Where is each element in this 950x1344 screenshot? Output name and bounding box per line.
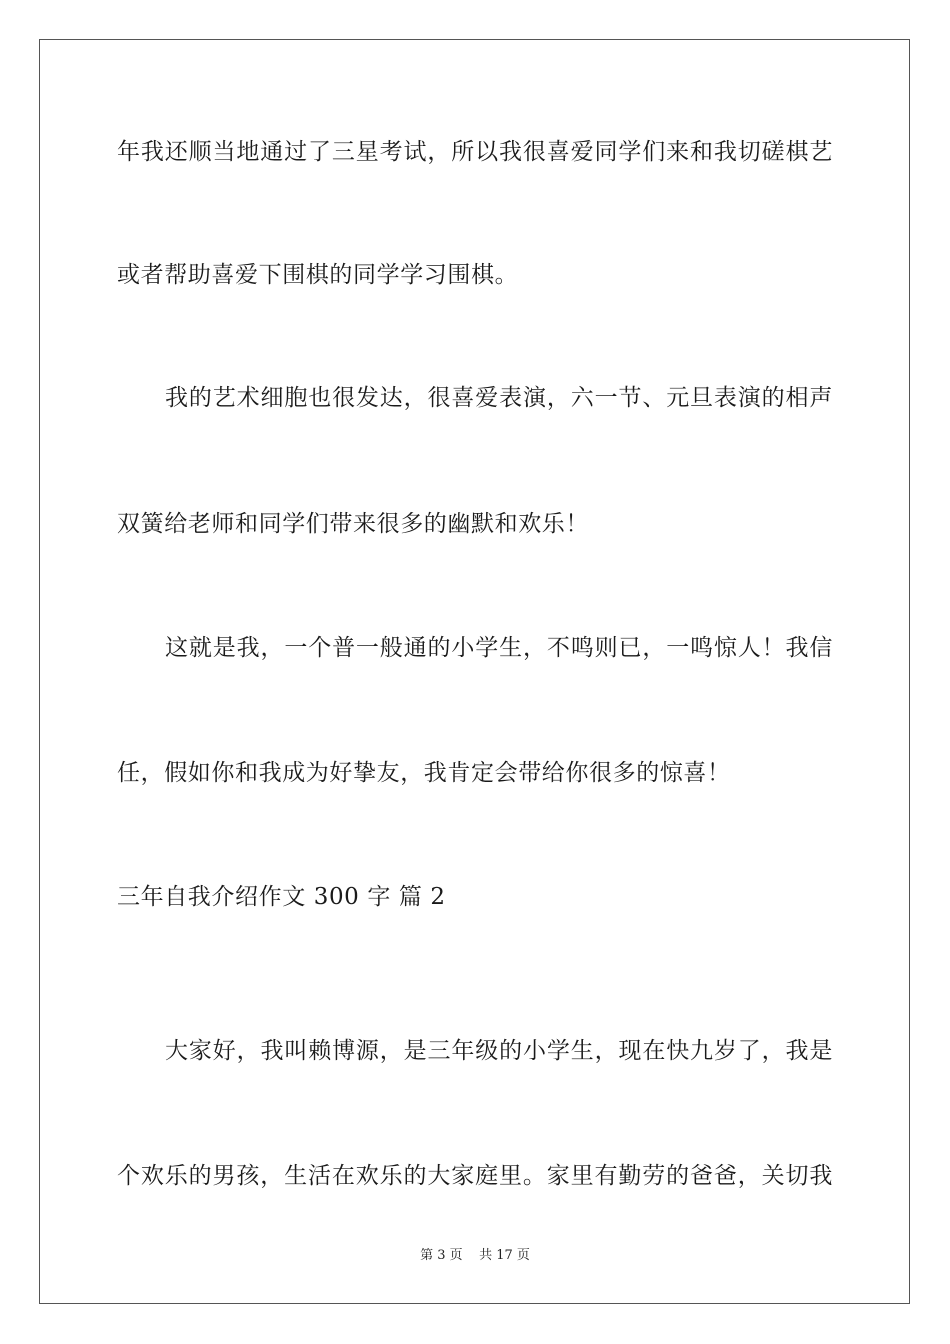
paragraph-line-6: 任，假如你和我成为好挚友，我肯定会带给你很多的惊喜！ — [117, 760, 731, 786]
paragraph-line-7: 大家好，我叫赖博源，是三年级的小学生，现在快九岁了，我是 — [165, 1038, 833, 1064]
paragraph-line-3: 我的艺术细胞也很发达，很喜爱表演，六一节、元旦表演的相声 — [165, 385, 833, 411]
paragraph-line-2: 或者帮助喜爱下围棋的同学学习围棋。 — [117, 262, 519, 288]
paragraph-line-1: 年我还顺当地通过了三星考试，所以我很喜爱同学们来和我切磋棋艺 — [117, 139, 833, 165]
paragraph-line-4: 双簧给老师和同学们带来很多的幽默和欢乐！ — [117, 511, 589, 537]
section-heading: 三年自我介绍作文 300 字 篇 2 — [117, 884, 446, 910]
page-number-label: 第 3 页 共 17 页 — [420, 1248, 530, 1263]
page-frame — [39, 39, 910, 1304]
page-number-footer — [0, 1247, 950, 1265]
paragraph-line-5: 这就是我，一个普一般通的小学生，不鸣则已，一鸣惊人！我信 — [165, 635, 833, 661]
paragraph-line-8: 个欢乐的男孩，生活在欢乐的大家庭里。家里有勤劳的爸爸，关切我 — [117, 1163, 833, 1189]
